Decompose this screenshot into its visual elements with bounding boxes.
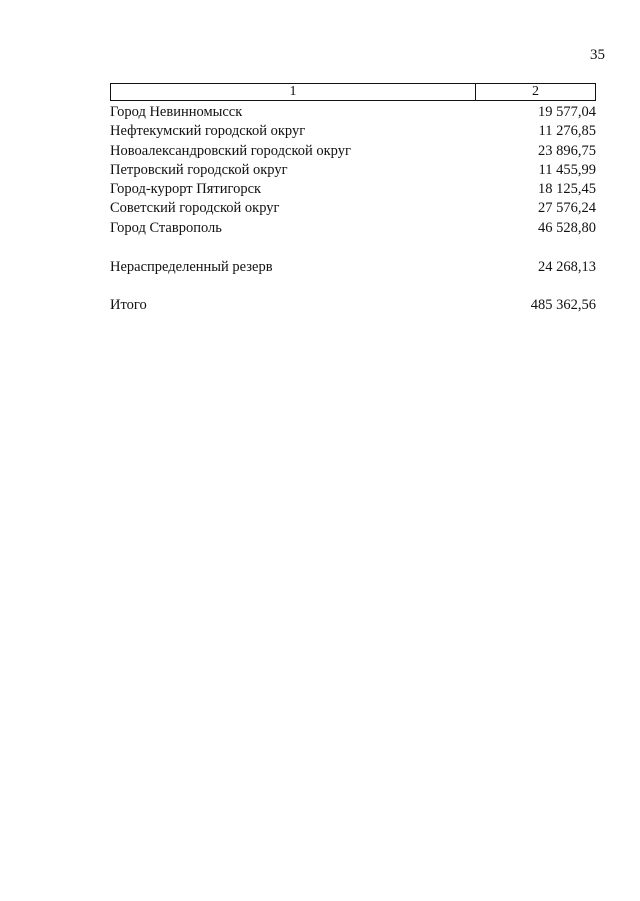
table-row — [110, 219, 596, 238]
row-name: Советский городской округ — [110, 200, 280, 217]
table-row — [110, 161, 596, 180]
table-row — [110, 180, 596, 199]
row-name: Город Невинномысск — [110, 104, 243, 120]
row-value: 27 576,24 — [538, 200, 596, 217]
total-row — [110, 296, 596, 315]
table-row — [110, 103, 596, 122]
row-name: Новоалександровский городской округ — [110, 142, 351, 159]
row-name: Город Ставрополь — [110, 219, 222, 236]
row-value: 11 276,85 — [538, 123, 596, 140]
row-value: 19 577,04 — [538, 104, 596, 120]
reserve-row — [110, 258, 596, 277]
table-row — [110, 122, 596, 141]
row-name: Нефтекумский городской округ — [110, 123, 306, 140]
page-number: 35 — [590, 47, 605, 63]
row-value: 23 896,75 — [538, 142, 596, 159]
table-body — [110, 103, 596, 238]
table-header-col-2: 2 — [532, 84, 539, 99]
row-value: 11 455,99 — [538, 161, 596, 178]
row-value: 46 528,80 — [538, 219, 596, 236]
row-name: Город-курорт Пятигорск — [110, 181, 262, 198]
table-header — [110, 83, 596, 101]
table-row — [110, 199, 596, 218]
reserve-value: 24 268,13 — [538, 259, 596, 275]
reserve-label: Нераспределенный резерв — [110, 259, 273, 275]
table-header-col-1: 1 — [111, 84, 476, 100]
row-name: Петровский городской округ — [110, 161, 288, 178]
table-row — [110, 142, 596, 161]
total-label: Итого — [110, 297, 147, 313]
row-value: 18 125,45 — [538, 181, 596, 198]
total-value: 485 362,56 — [530, 297, 596, 313]
